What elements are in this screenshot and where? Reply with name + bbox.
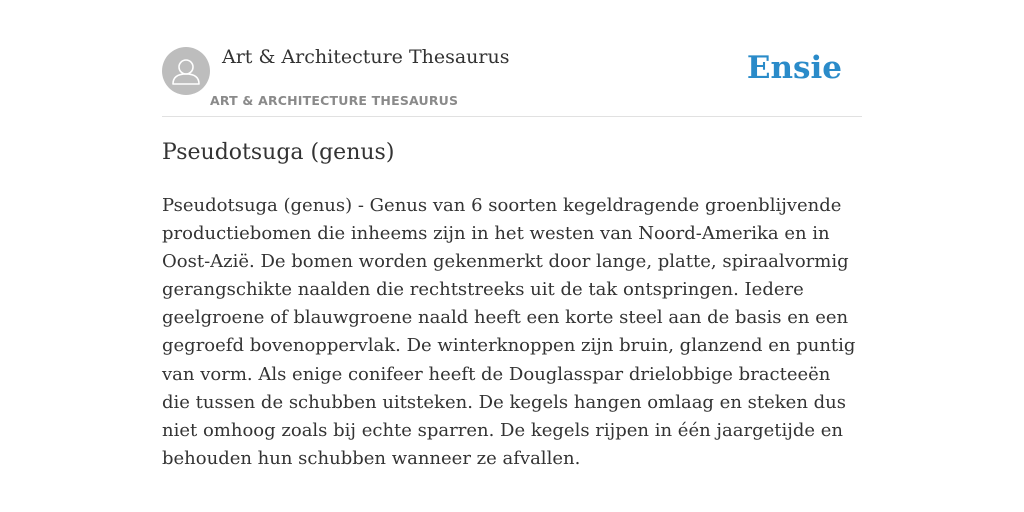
- entry-title: Pseudotsuga (genus): [162, 140, 395, 165]
- entry-definition: Pseudotsuga (genus) - Genus van 6 soorten kegeldragende groenblijvende productiebomen die inheems zijn in het westen van Noord-Amerika en in Oost-Azië. De bomen worden gekenmerkt door lange, platte, spiraalvormig gerangschikte naalden die rechtstreeks uit de tak ontspringen. Iedere geelgroene of blauwgroene naald heeft een korte steel aan de basis en een gegroefd bovenoppervlak. De winterknoppen zijn bruin, glanzend en puntig van vorm. Als enige conifeer heeft de Douglasspar drielobbige bracteeën die tussen de schubben uitsteken. De kegels hangen omlaag en steken dus niet omhoog zoals bij echte sparren. De kegels rijpen in één jaargetijde en behouden hun schubben wanneer ze afvallen.: [162, 195, 856, 469]
- user-avatar-icon-graphic: [162, 47, 210, 95]
- author-name-link[interactable]: Art & Architecture Thesaurus: [222, 46, 510, 68]
- page-header: [162, 42, 862, 117]
- ensie-logo[interactable]: Ensie: [746, 50, 842, 86]
- user-avatar-icon[interactable]: [162, 47, 210, 95]
- source-label: ART & ARCHITECTURE THESAURUS: [210, 93, 459, 108]
